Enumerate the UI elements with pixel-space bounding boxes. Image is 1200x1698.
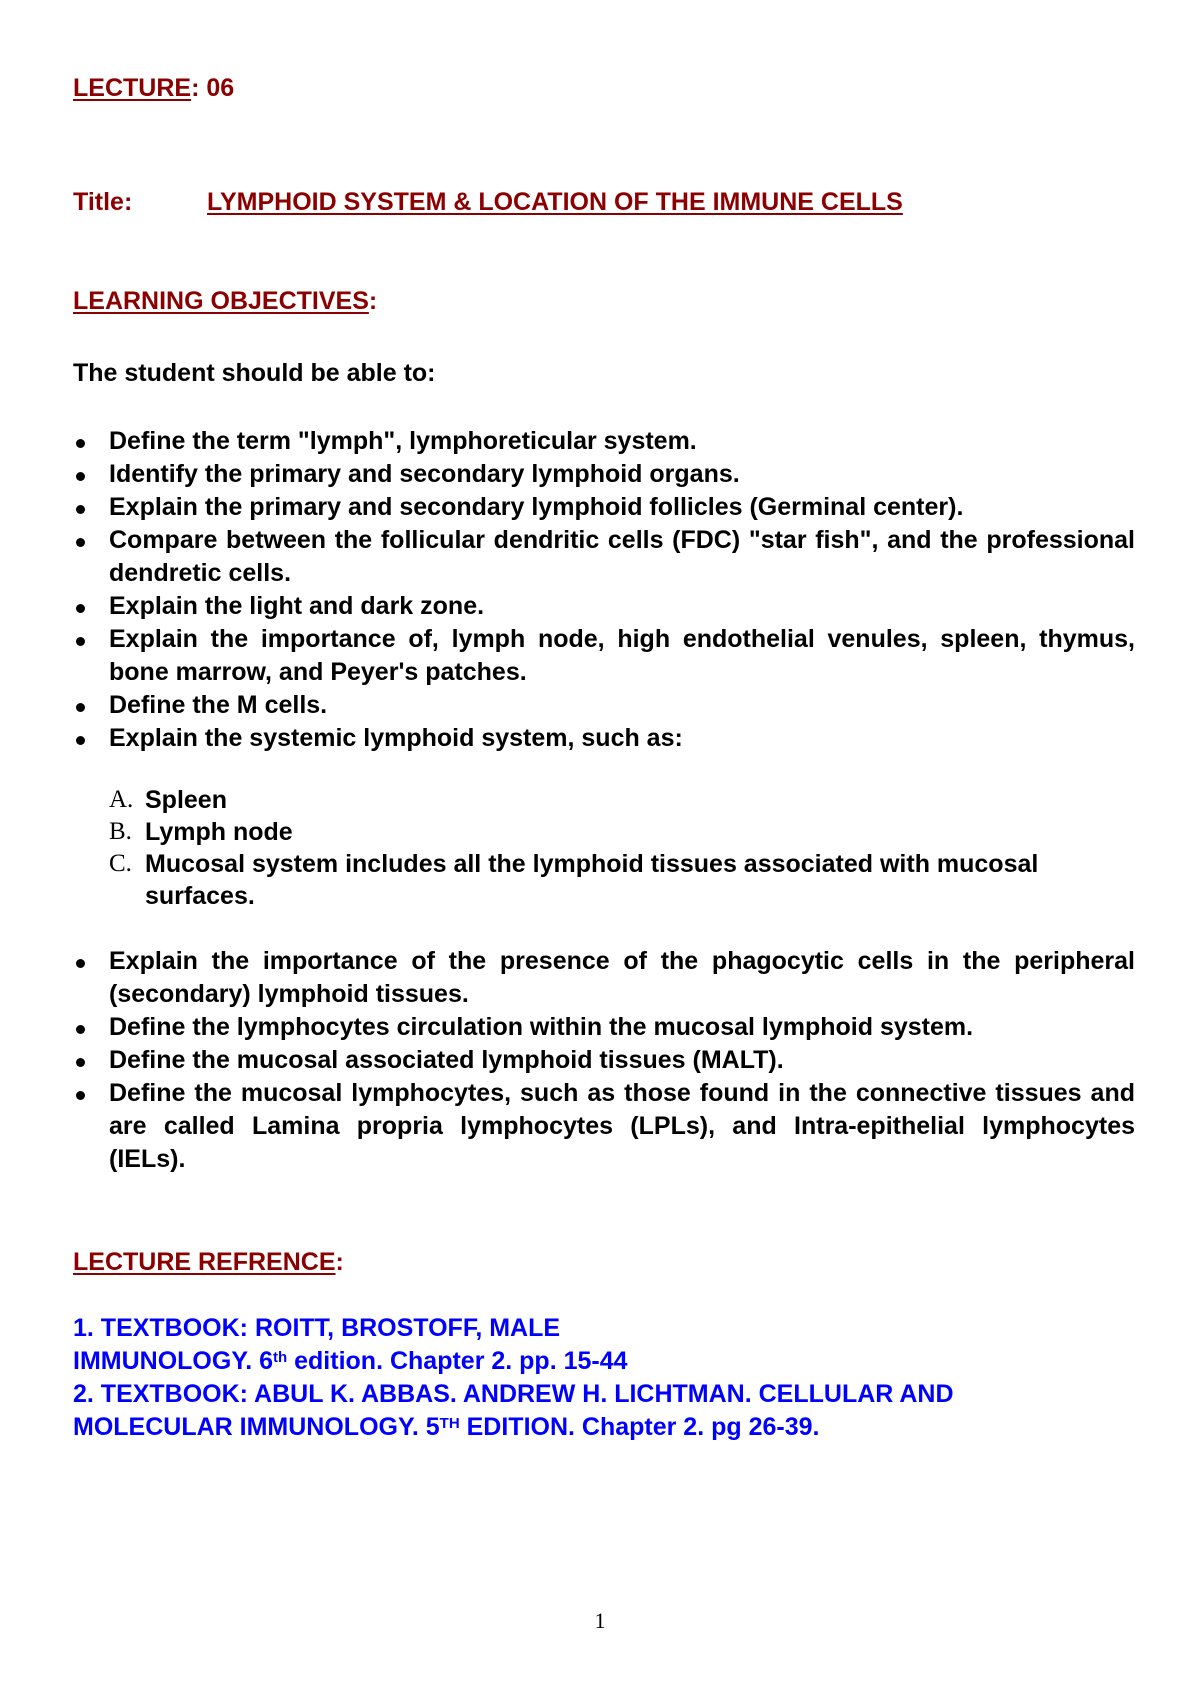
list-item xyxy=(73,491,1135,524)
reference-2-superscript: TH xyxy=(439,1415,460,1432)
sublist-item-text: Mucosal system includes all the lymphoid tissues associated with mucosal surfaces. xyxy=(145,850,1039,910)
reference-1-superscript: th xyxy=(273,1349,288,1366)
list-item xyxy=(73,458,1135,491)
bullet-icon xyxy=(76,538,85,547)
list-item-text: Explain the primary and secondary lymphoid follicles (Germinal center). xyxy=(109,493,964,521)
bullet-icon xyxy=(76,472,85,481)
list-item xyxy=(73,425,1135,458)
list-item-text: Compare between the follicular dendritic cells (FDC) "star fish", and the professional dendretic cells. xyxy=(109,526,1135,587)
list-item xyxy=(73,1011,1135,1044)
lecture-number-line xyxy=(73,74,1135,103)
objectives-heading-text: LEARNING OBJECTIVES xyxy=(73,287,369,315)
bullet-icon xyxy=(76,736,85,745)
bullet-icon xyxy=(76,1091,85,1100)
sublist-item-text: Spleen xyxy=(145,786,227,814)
reference-heading-text: LECTURE REFRENCE xyxy=(73,1248,336,1276)
list-item xyxy=(73,1077,1135,1176)
reference-list xyxy=(73,1312,1135,1444)
reference-1-line-2 xyxy=(73,1345,1135,1378)
systemic-lymphoid-sublist xyxy=(73,784,1135,912)
list-item-text: Explain the systemic lymphoid system, such as: xyxy=(109,724,683,752)
objectives-intro: The student should be able to: xyxy=(73,359,436,387)
reference-2-text-end: EDITION. Chapter 2. pg 26-39. xyxy=(459,1413,820,1441)
list-item-text: Identify the primary and secondary lymphoid organs. xyxy=(109,460,740,488)
lecture-label: LECTURE xyxy=(73,74,192,102)
objectives-list-primary xyxy=(73,425,1135,755)
bullet-icon xyxy=(76,439,85,448)
bullet-icon xyxy=(76,505,85,514)
bullet-icon xyxy=(76,703,85,712)
list-item xyxy=(73,623,1135,689)
bullet-icon xyxy=(76,1025,85,1034)
sublist-item-text: Lymph node xyxy=(145,818,293,846)
page-number: 1 xyxy=(594,1608,606,1633)
list-item-text: Define the M cells. xyxy=(109,691,328,719)
list-item-text: Explain the importance of the presence of the phagocytic cells in the peripheral (secondary) lymphoid tissues. xyxy=(109,947,1135,1008)
bullet-icon xyxy=(76,637,85,646)
objectives-heading xyxy=(73,287,1135,316)
bullet-icon xyxy=(76,1058,85,1067)
lecture-number: 06 xyxy=(206,74,235,102)
list-item xyxy=(73,722,1135,755)
bullet-icon xyxy=(76,604,85,613)
sublist-item xyxy=(73,816,1135,848)
list-item xyxy=(73,1044,1135,1077)
list-item-text: Explain the importance of, lymph node, high endothelial venules, spleen, thymus, bone marrow, and Peyer's patches. xyxy=(109,625,1135,686)
objectives-heading-colon: : xyxy=(368,287,378,315)
list-item xyxy=(73,524,1135,590)
bullet-icon xyxy=(76,959,85,968)
objectives-list-secondary xyxy=(73,945,1135,1176)
title-label: Title: xyxy=(73,188,133,216)
reference-1-text-end: edition. Chapter 2. pp. 15-44 xyxy=(287,1347,628,1375)
sublist-marker: A. xyxy=(109,786,134,813)
reference-2-text: MOLECULAR IMMUNOLOGY. 5 xyxy=(73,1413,440,1441)
list-item-text: Explain the light and dark zone. xyxy=(109,592,485,620)
page-title: LYMPHOID SYSTEM & LOCATION OF THE IMMUNE CELLS xyxy=(207,188,903,216)
reference-2-line-2 xyxy=(73,1411,1135,1444)
list-item xyxy=(73,590,1135,623)
reference-1-text: IMMUNOLOGY. 6 xyxy=(73,1347,274,1375)
list-item xyxy=(73,945,1135,1011)
sublist-marker: C. xyxy=(109,850,132,877)
sublist-item xyxy=(73,784,1135,816)
reference-2-line-1: 2. TEXTBOOK: ABUL K. ABBAS. ANDREW H. LICHTMAN. CELLULAR AND xyxy=(73,1380,954,1408)
sublist-item xyxy=(73,848,1135,912)
list-item-text: Define the mucosal lymphocytes, such as those found in the connective tissues and are called Lamina propria lymphocytes (LPLs), and Intra-epithelial lymphocytes (IELs). xyxy=(109,1079,1135,1173)
list-item xyxy=(73,689,1135,722)
title-line xyxy=(73,188,1135,217)
sublist-marker: B. xyxy=(109,818,132,845)
list-item-text: Define the mucosal associated lymphoid tissues (MALT). xyxy=(109,1046,784,1074)
lecture-separator: : xyxy=(191,74,207,102)
list-item-text: Define the lymphocytes circulation within the mucosal lymphoid system. xyxy=(109,1013,974,1041)
reference-heading-colon: : xyxy=(335,1248,344,1276)
reference-heading xyxy=(73,1248,1135,1277)
reference-1-line-1: 1. TEXTBOOK: ROITT, BROSTOFF, MALE xyxy=(73,1314,561,1342)
list-item-text: Define the term "lymph", lymphoreticular system. xyxy=(109,427,697,455)
